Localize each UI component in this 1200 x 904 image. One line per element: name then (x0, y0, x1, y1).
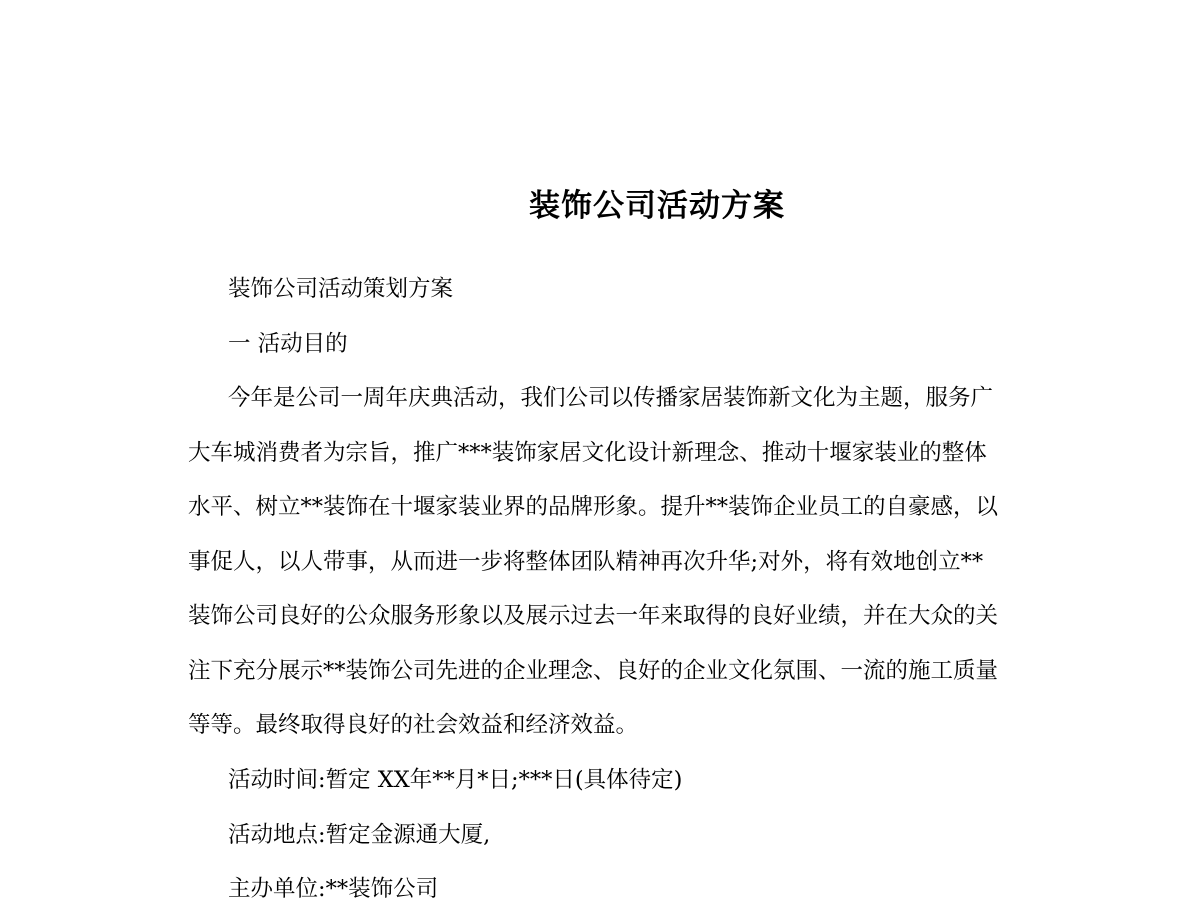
paragraph-line: 今年是公司一周年庆典活动，我们公司以传播家居装饰新文化为主题，服务广 (228, 385, 994, 411)
activity-location: 活动地点:暂定金源通大厦, (228, 822, 491, 848)
paragraph-line: 水平、树立**装饰在十堰家装业界的品牌形象。提升**装饰企业员工的自豪感，以 (188, 494, 999, 520)
paragraph-line: 等等。最终取得良好的社会效益和经济效益。 (188, 712, 639, 738)
section-heading: 一 活动目的 (228, 331, 348, 357)
organizer: 主办单位:**装饰公司 (228, 876, 439, 902)
paragraph-line: 注下充分展示**装饰公司先进的企业理念、良好的企业文化氛围、一流的施工质量 (188, 658, 999, 684)
paragraph-line: 装饰公司良好的公众服务形象以及展示过去一年来取得的良好业绩，并在大众的关 (188, 603, 999, 629)
document-title: 装饰公司活动方案 (529, 188, 785, 224)
paragraph-line: 大车城消费者为宗旨，推广***装饰家居文化设计新理念、推动十堰家装业的整体 (188, 440, 987, 466)
activity-time: 活动时间:暂定 XX年**月*日;***日(具体待定) (228, 767, 683, 793)
document-subtitle: 装饰公司活动策划方案 (228, 276, 454, 302)
paragraph-line: 事促人，以人带事，从而进一步将整体团队精神再次升华;对外，将有效地创立** (188, 549, 984, 575)
